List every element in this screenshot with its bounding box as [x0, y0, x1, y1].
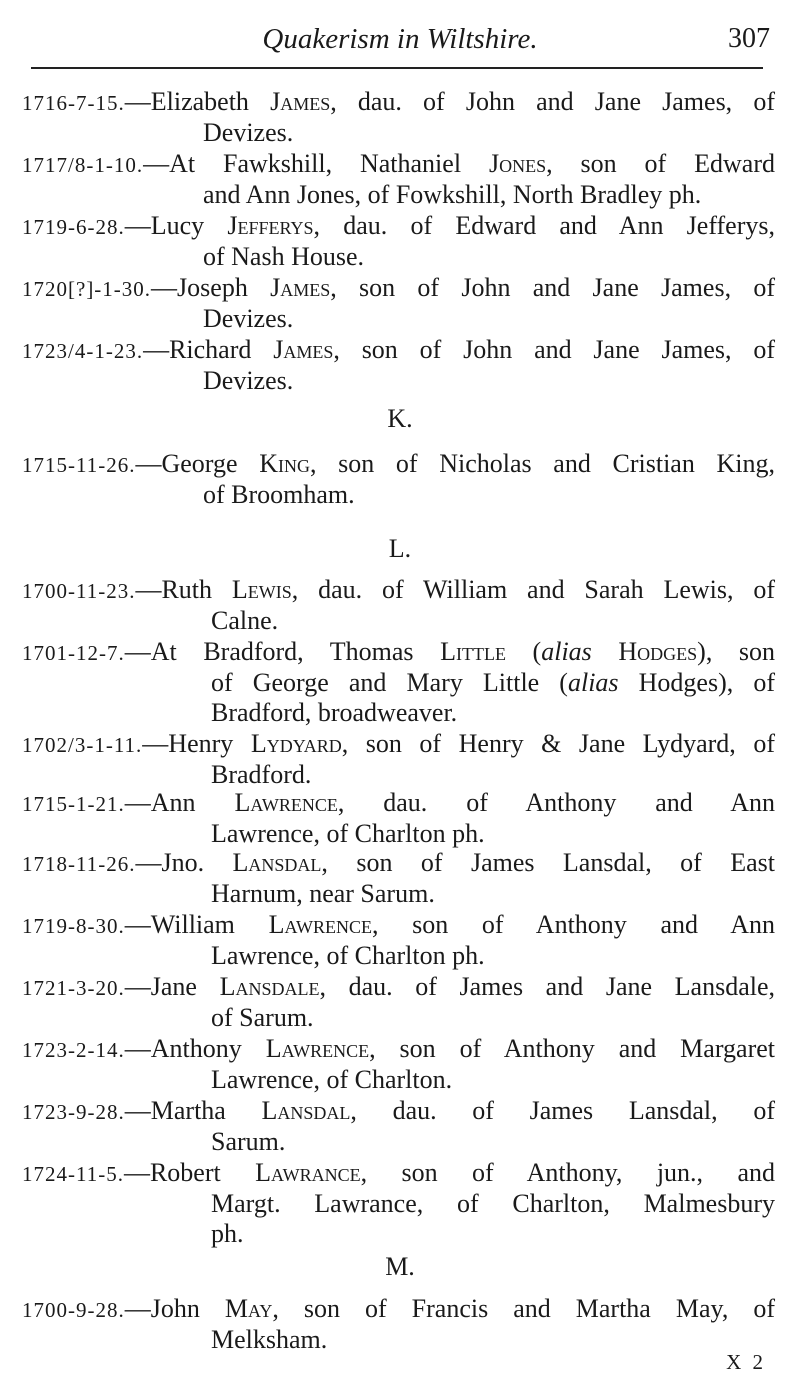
entry-1720-james: 1720[?]-1-30.—Joseph James, son of John and Jane James, of Devizes. — [22, 273, 775, 333]
entry-1702-lydyard: 1702/3-1-11.—Henry Lydyard, son of Henry & Jane Lydyard, of Bradford. — [22, 729, 775, 789]
section-heading-l: L. — [388, 534, 412, 563]
entry-1718-lansdal: 1718-11-26.—Jno. Lansdal, son of James Lansdal, of East Harnum, near Sarum. — [22, 848, 775, 908]
entry-1721-lansdale: 1721-3-20.—Jane Lansdale, dau. of James and Jane Lansdale, of Sarum. — [22, 972, 775, 1032]
entry-1724-lawrance: 1724-11-5.—Robert Lawrance, son of Anthony, jun., and Margt. Lawrance, of Charlton, Malmesbury ph. — [22, 1158, 776, 1248]
section-heading-k: K. — [387, 404, 413, 433]
entry-1723-lansdal: 1723-9-28.—Martha Lansdal, dau. of James Lansdal, of Sarum. — [22, 1096, 775, 1156]
signature-mark: X 2 — [726, 1350, 766, 1374]
entry-1700-may: 1700-9-28.—John May, son of Francis and Martha May, of Melksham. — [22, 1294, 775, 1354]
entry-1715-lawrence: 1715-1-21.—Ann Lawrence, dau. of Anthony and Ann Lawrence, of Charlton ph. — [22, 788, 775, 848]
entry-1717-jones: 1717/8-1-10.—At Fawkshill, Nathaniel Jones, son of Edward and Ann Jones, of Fowkshill, North Bradley ph. — [22, 149, 775, 209]
entry-1716-james: 1716-7-15.—Elizabeth James, dau. of John and Jane James, of Devizes. — [22, 87, 775, 147]
entry-1700-lewis: 1700-11-23.—Ruth Lewis, dau. of William and Sarah Lewis, of Calne. — [22, 575, 775, 635]
running-title: Quakerism in Wiltshire. — [262, 23, 538, 55]
entry-1723-lawrence: 1723-2-14.—Anthony Lawrence, son of Anthony and Margaret Lawrence, of Charlton. — [22, 1034, 775, 1094]
entry-1719-jefferys: 1719-6-28.—Lucy Jefferys, dau. of Edward and Ann Jefferys, of Nash House. — [22, 211, 775, 271]
page-header — [0, 20, 800, 60]
header-rule — [31, 67, 763, 69]
entry-1719-lawrence: 1719-8-30.—William Lawrence, son of Anthony and Ann Lawrence, of Charlton ph. — [22, 910, 775, 970]
entry-1701-little: 1701-12-7.—At Bradford, Thomas Little (alias Hodges), son of George and Mary Little (alias Hodges), of Bradford, broadweaver. — [22, 637, 776, 727]
entry-1723-james: 1723/4-1-23.—Richard James, son of John and Jane James, of Devizes. — [22, 335, 775, 395]
section-heading-m: M. — [385, 1252, 415, 1281]
page-number: 307 — [728, 23, 770, 54]
entry-1715-king: 1715-11-26.—George King, son of Nicholas and Cristian King, of Broomham. — [22, 449, 776, 509]
